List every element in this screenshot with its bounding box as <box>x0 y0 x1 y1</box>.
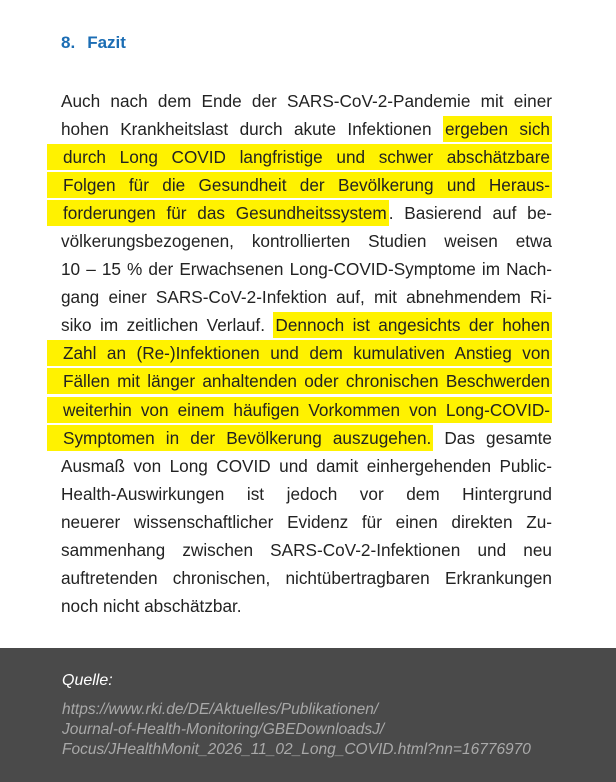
text-segment: Das gesamte <box>433 427 552 448</box>
text-segment: 10 – 15 % der Erwachsenen Long-COVID-Symptome im Nach- <box>61 259 552 280</box>
paragraph-line <box>61 424 552 452</box>
text-segment: hohen Krankheitslast durch akute Infektionen <box>61 119 443 140</box>
text-segment: . Basierend auf be- <box>388 203 552 224</box>
text-segment: noch nicht abschätzbar. <box>61 595 242 616</box>
paragraph-line <box>61 452 552 480</box>
text-segment: gang einer SARS-CoV-2-Infektion auf, mit abnehmendem Ri- <box>61 287 552 308</box>
text-segment: Health-Auswirkungen ist jedoch vor dem Hintergrund <box>61 483 552 504</box>
section-title: Fazit <box>87 33 126 52</box>
paragraph-line <box>61 480 552 508</box>
highlighted-text: Folgen für die Gesundheit der Bevölkerung und Heraus- <box>61 172 552 198</box>
highlighted-text: forderungen für das Gesundheitssystem <box>61 200 389 226</box>
highlighted-text: Fällen mit länger anhaltenden oder chronischen Beschwerden <box>61 368 552 394</box>
paragraph-line <box>61 592 552 620</box>
source-url-line[interactable]: https://www.rki.de/DE/Aktuelles/Publikationen/ <box>62 701 379 718</box>
text-segment: Ausmaß von Long COVID und damit einhergehenden Public- <box>61 455 552 476</box>
section-heading <box>61 33 138 53</box>
source-url-line[interactable]: Journal-of-Health-Monitoring/GBEDownloadsJ/ <box>62 721 385 738</box>
paragraph-line <box>61 199 552 227</box>
paragraph-line <box>61 283 552 311</box>
text-segment: neuerer wissenschaftlicher Evidenz für einen direkten Zu- <box>61 511 552 532</box>
paragraph-line <box>61 536 552 564</box>
text-segment: siko im zeitlichen Verlauf. <box>61 315 274 336</box>
paragraph-line <box>61 255 552 283</box>
text-segment: völkerungsbezogenen, kontrollierten Studien weisen etwa <box>61 231 552 252</box>
highlighted-text: durch Long COVID langfristige und schwer abschätzbare <box>61 144 552 170</box>
text-segment: sammenhang zwischen SARS-CoV-2-Infektionen und neu <box>61 539 552 560</box>
paragraph-line <box>61 87 552 115</box>
source-url[interactable] <box>62 700 531 760</box>
paragraph-line <box>61 367 552 395</box>
conclusion-paragraph <box>61 87 552 620</box>
paragraph-line <box>61 339 552 367</box>
highlighted-text: Dennoch ist angesichts der hohen <box>273 312 552 338</box>
source-url-line[interactable]: Focus/JHealthMonit_2026_11_02_Long_COVID.html?nn=16776970 <box>62 741 531 758</box>
highlighted-text: weiterhin von einem häufigen Vorkommen von Long-COVID- <box>61 397 552 423</box>
paragraph-line <box>61 396 552 424</box>
paragraph-line <box>61 311 552 339</box>
text-segment: auftretenden chronischen, nichtübertragbaren Erkrankungen <box>61 567 552 588</box>
section-number: 8. <box>61 33 76 52</box>
paragraph-line <box>61 143 552 171</box>
paragraph-line <box>61 171 552 199</box>
source-footer <box>0 648 616 782</box>
highlighted-text: ergeben sich <box>443 116 552 142</box>
paragraph-line <box>61 508 552 536</box>
text-segment: Auch nach dem Ende der SARS-CoV-2-Pandemie mit einer <box>61 91 552 111</box>
paragraph-line <box>61 564 552 592</box>
highlighted-text: Zahl an (Re-)Infektionen und dem kumulativen Anstieg von <box>61 340 552 366</box>
highlighted-text: Symptomen in der Bevölkerung auszugehen. <box>61 425 433 451</box>
paragraph-line <box>61 115 552 143</box>
source-label: Quelle: <box>62 672 113 689</box>
paragraph-line <box>61 227 552 255</box>
